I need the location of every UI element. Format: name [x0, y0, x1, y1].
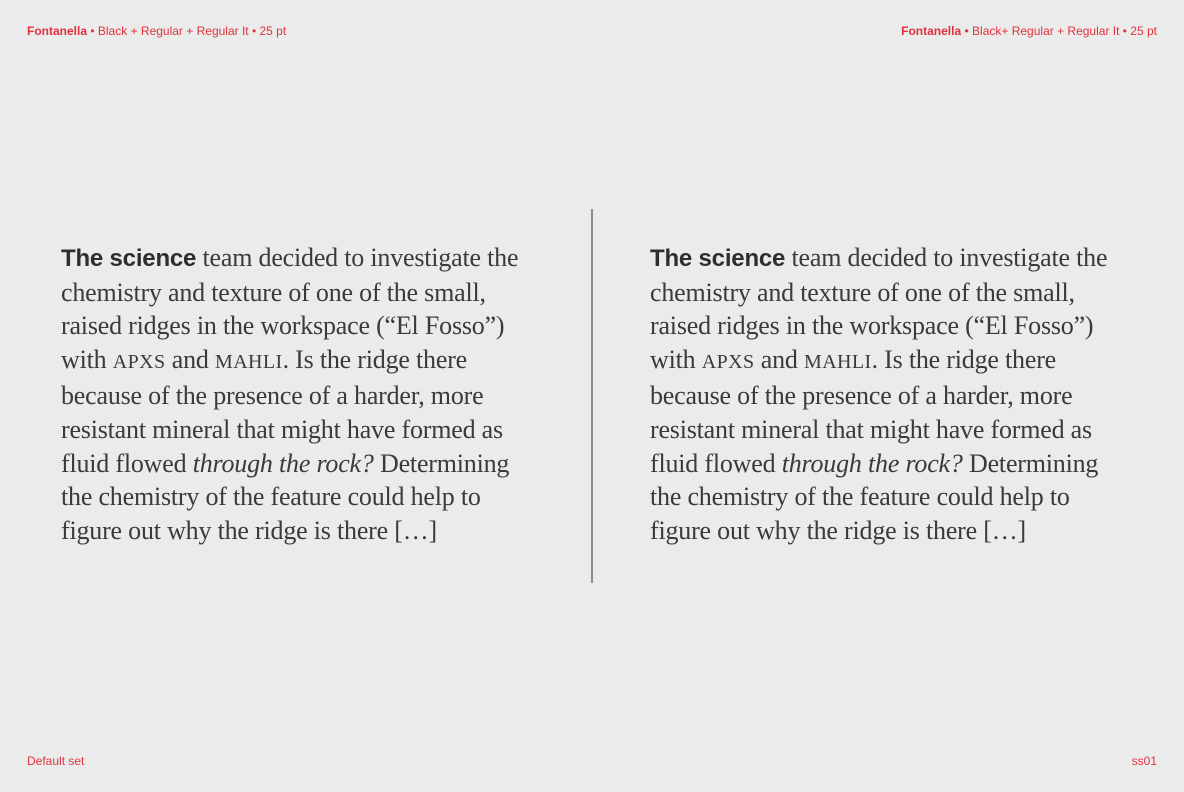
specimen-text: . Is the ridge there because of the presence of a harder, more resistant mineral that might have formed as fluid flowed	[650, 344, 1092, 478]
font-name: Fontanella	[27, 24, 88, 38]
specimen-text: Determining the chemistry of the feature could help to figure out why the ridge is there […]	[650, 448, 1099, 545]
column-divider	[591, 209, 593, 583]
specimen-text: team decided to investigate the chemistry and texture of one of the small, raised ridges in the workspace (“El Fosso”) with	[650, 243, 1108, 374]
specimen-italic: through the rock?	[192, 448, 374, 478]
font-details: • Black+ Regular + Regular It • 25 pt	[961, 24, 1157, 38]
font-details: • Black + Regular + Regular It • 25 pt	[87, 24, 287, 38]
specimen-text: Determining the chemistry of the feature could help to figure out why the ridge is there […]	[61, 448, 510, 545]
specimen-abbr: MAHLI	[215, 350, 283, 373]
specimen-text: and	[165, 344, 216, 374]
specimen-text: . Is the ridge there because of the presence of a harder, more resistant mineral that might have formed as fluid flowed	[61, 344, 503, 478]
specimen-default-set	[61, 241, 541, 547]
specimen-italic: through the rock?	[781, 448, 963, 478]
specimen-lead: The science	[650, 245, 786, 272]
footer-ss01: ss01	[1131, 754, 1157, 768]
header-right	[901, 23, 1157, 39]
font-name: Fontanella	[901, 24, 962, 38]
footer-default-set: Default set	[27, 754, 85, 768]
specimen-ss01	[650, 241, 1130, 547]
specimen-text: team decided to investigate the chemistry and texture of one of the small, raised ridges in the workspace (“El Fosso”) with	[61, 243, 519, 374]
specimen-lead: The science	[61, 245, 197, 272]
specimen-abbr: MAHLI	[804, 350, 872, 373]
header-left	[27, 23, 286, 39]
specimen-text: and	[754, 344, 805, 374]
specimen-abbr: APXS	[701, 350, 755, 373]
specimen-abbr: APXS	[112, 350, 166, 373]
